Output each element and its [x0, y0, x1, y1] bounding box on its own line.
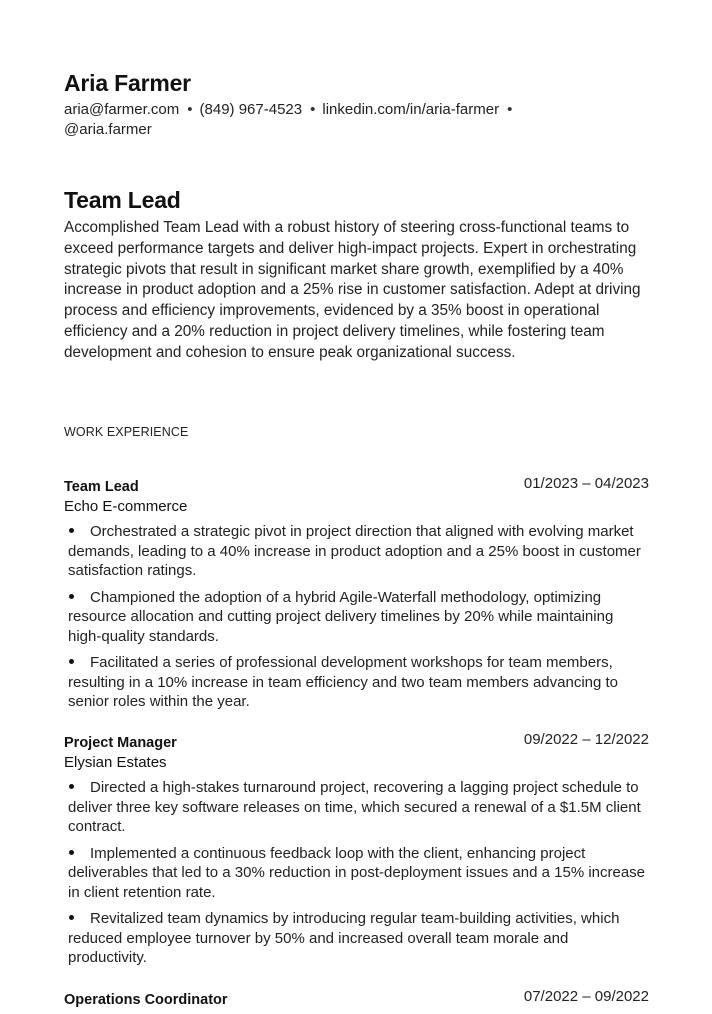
job-bullet [64, 844, 646, 903]
job-header [64, 474, 649, 496]
job-bullets [64, 778, 649, 968]
bullet-text: Orchestrated a strategic pivot in project direction that aligned with evolving market demands, leading to a 40% increase in product adoption and a 25% boost in customer satisfaction ratings. [68, 523, 641, 579]
bullet-text: Revitalized team dynamics by introducing regular team-building activities, which reduced employee turnover by 50% and increased overall team morale and productivity. [68, 910, 620, 966]
job-entry [64, 474, 649, 719]
candidate-name: Aria Farmer [64, 70, 191, 96]
job-entry [64, 987, 649, 1009]
bullet-icon [68, 653, 90, 673]
bullet-text: Directed a high-stakes turnaround project, recovering a lagging project schedule to deliver three key software releases on time, which secured a renewal of a $1.5M client contract. [68, 779, 641, 835]
bullet-icon [68, 844, 90, 864]
bullet-icon [68, 778, 90, 798]
job-bullet [64, 653, 646, 712]
job-company: Elysian Estates [64, 754, 167, 771]
job-company: Echo E-commerce [64, 498, 188, 515]
contact-separator: • [507, 101, 513, 118]
social-handle[interactable]: @aria.farmer [64, 121, 152, 138]
job-bullet [64, 778, 646, 837]
email-link[interactable]: aria@farmer.com [64, 101, 180, 118]
bullet-icon [68, 588, 90, 608]
contact-line [64, 100, 584, 140]
job-role: Operations Coordinator [64, 992, 228, 1008]
job-bullet [64, 588, 646, 647]
job-bullet [64, 909, 646, 968]
job-entry [64, 730, 649, 975]
job-bullet [64, 522, 646, 581]
job-dates: 09/2022 – 12/2022 [523, 731, 649, 748]
job-dates: 01/2023 – 04/2023 [523, 475, 649, 492]
summary-text: Accomplished Team Lead with a robust history of steering cross-functional teams to exceed performance targets and deliver high-impact projects. Expert in orchestrating strategic pivots that result in significant market share growth, exemplified by a 40% increase in product adoption and a 25% rise in customer satisfaction. Adept at driving process and efficiency improvements, evidenced by a 35% boost in operational efficiency and a 20% reduction in project delivery timelines, while fostering team development and cohesion to ensure peak organizational success. [64, 219, 641, 361]
contact-separator: • [310, 101, 316, 118]
bullet-icon [68, 909, 90, 929]
job-header [64, 730, 649, 752]
contact-separator: • [187, 101, 193, 118]
bullet-text: Facilitated a series of professional development workshops for team members, resulting in a 10% increase in team efficiency and two team members advancing to senior roles within the year. [68, 654, 619, 710]
linkedin-link[interactable]: linkedin.com/in/aria-farmer [322, 101, 500, 118]
phone-number[interactable]: (849) 967-4523 [199, 101, 303, 118]
bullet-icon [68, 522, 90, 542]
bullet-text: Implemented a continuous feedback loop with the client, enhancing project deliverables that led to a 30% reduction in post-deployment issues and a 15% increase in client retention rate. [68, 844, 646, 901]
bullet-text: Championed the adoption of a hybrid Agile-Waterfall methodology, optimizing resource allocation and cutting project delivery timelines by 20% while maintaining high-quality standards. [68, 588, 614, 645]
job-dates: 07/2022 – 09/2022 [523, 988, 649, 1005]
job-role: Project Manager [64, 735, 177, 751]
job-bullets [64, 522, 649, 712]
work-experience-heading: WORK EXPERIENCE [64, 425, 189, 439]
job-header [64, 987, 649, 1009]
job-role: Team Lead [64, 479, 139, 495]
summary-title: Team Lead [64, 187, 181, 213]
